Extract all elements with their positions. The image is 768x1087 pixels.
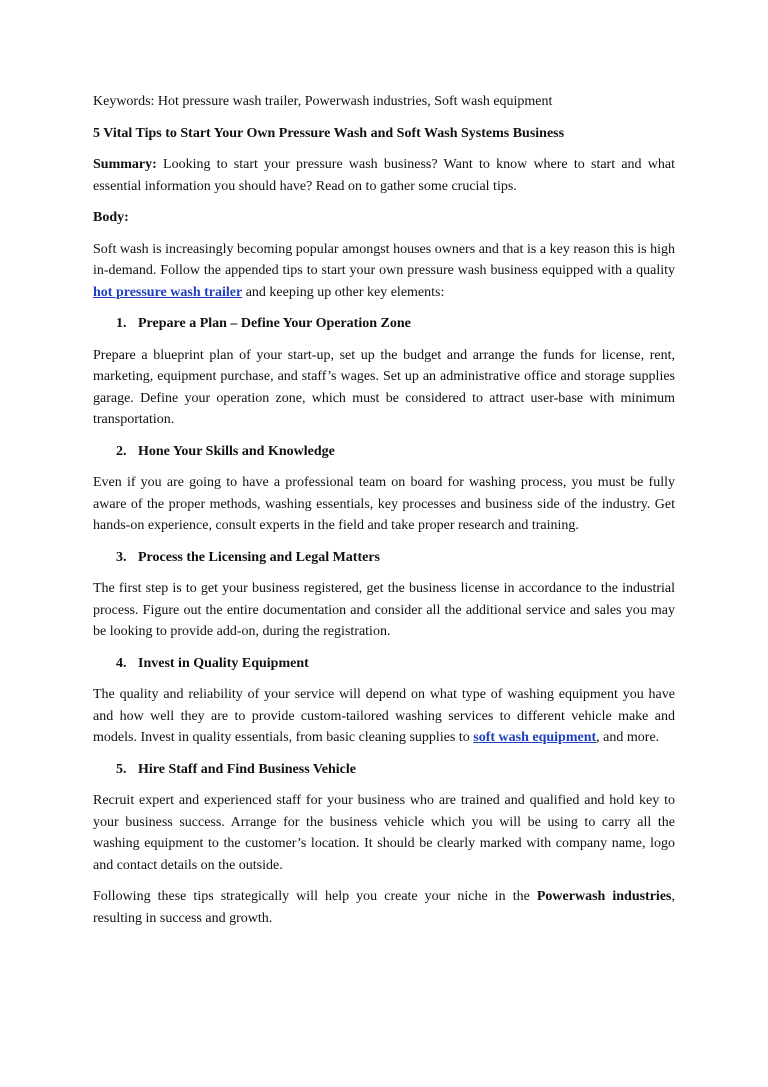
section-text-4-after: , and more. [596,730,660,745]
summary-text: Looking to start your pressure wash business? Want to know where to start and what essential information you should have? Read on to gather some crucial tips. [93,157,675,194]
section-heading-3 [93,547,675,569]
section-heading-5 [93,759,675,781]
section-text-2: Even if you are going to have a professional team on board for washing process, you must be fully aware of the proper methods, washing essentials, key processes and business side of the industry. Get hands-on experience, consult experts in the field and take proper research and training. [93,475,675,533]
keywords-line: Keywords: Hot pressure wash trailer, Powerwash industries, Soft wash equipment [93,94,553,109]
intro-paragraph [93,239,675,304]
soft-wash-equipment-link[interactable]: soft wash equipment [473,730,597,745]
section-title-1: Prepare a Plan – Define Your Operation Zone [138,316,411,331]
section-heading-2 [93,441,675,463]
section-number-1: 1. [116,316,127,331]
section-heading-4 [93,653,675,675]
section-text-4 [93,684,675,749]
section-title-2: Hone Your Skills and Knowledge [138,443,335,459]
closing-text-before: Following these tips strategically will help you create your niche in the [93,889,537,904]
hot-pressure-wash-trailer-link[interactable]: hot pressure wash trailer [93,284,243,300]
section-heading-1 [93,313,675,335]
section-text-4-before: The quality and reliability of your service will depend on what type of washing equipment you have and how well they are to provide custom-tailored washing services to different vehicle make and models. Invest in quality essentials, from basic cleaning supplies to [93,687,675,745]
document-title: 5 Vital Tips to Start Your Own Pressure Wash and Soft Wash Systems Business [93,125,565,141]
section-title-4: Invest in Quality Equipment [138,655,309,671]
section-title-5: Hire Staff and Find Business Vehicle [138,761,356,777]
closing-bold-phrase: Powerwash industries [536,889,672,904]
section-text-1: Prepare a blueprint plan of your start-up, set up the budget and arrange the funds for license, rent, marketing, equipment purchase, and staff’s wages. Set up an administrative office and storage supplies garage. Define your operation zone, which must be considered to attract user-base with minimum transportation. [93,347,675,427]
body-label: Body: [93,210,129,225]
section-text-3: The first step is to get your business registered, get the business license in accordance to the industrial process. Figure out the entire documentation and consider all the additional service and sales you may be looking to provide add-on, during the registration. [93,581,675,639]
section-number-4: 4. [116,655,127,671]
summary-label: Summary: [93,157,157,172]
section-text-5: Recruit expert and experienced staff for your business who are trained and qualified and hold key to your business success. Arrange for the business vehicle which you will be using to carry all the washing equipment to the customer’s location. It should be clearly marked with company name, logo and contact details on the outside. [93,793,675,873]
summary-paragraph [93,154,675,197]
section-number-5: 5. [116,761,127,777]
section-number-3: 3. [116,549,127,565]
closing-text-after: , resulting in success and growth. [93,889,675,926]
intro-text-after: and keeping up other key elements: [242,284,445,300]
closing-paragraph [93,886,675,929]
intro-text-before: Soft wash is increasingly becoming popular amongst houses owners and that is a key reason this is high in-demand. Follow the appended tips to start your own pressure wash business equipped with a quality [93,241,675,278]
section-number-2: 2. [116,443,127,459]
section-title-3: Process the Licensing and Legal Matters [138,549,380,565]
document-page [93,91,675,929]
